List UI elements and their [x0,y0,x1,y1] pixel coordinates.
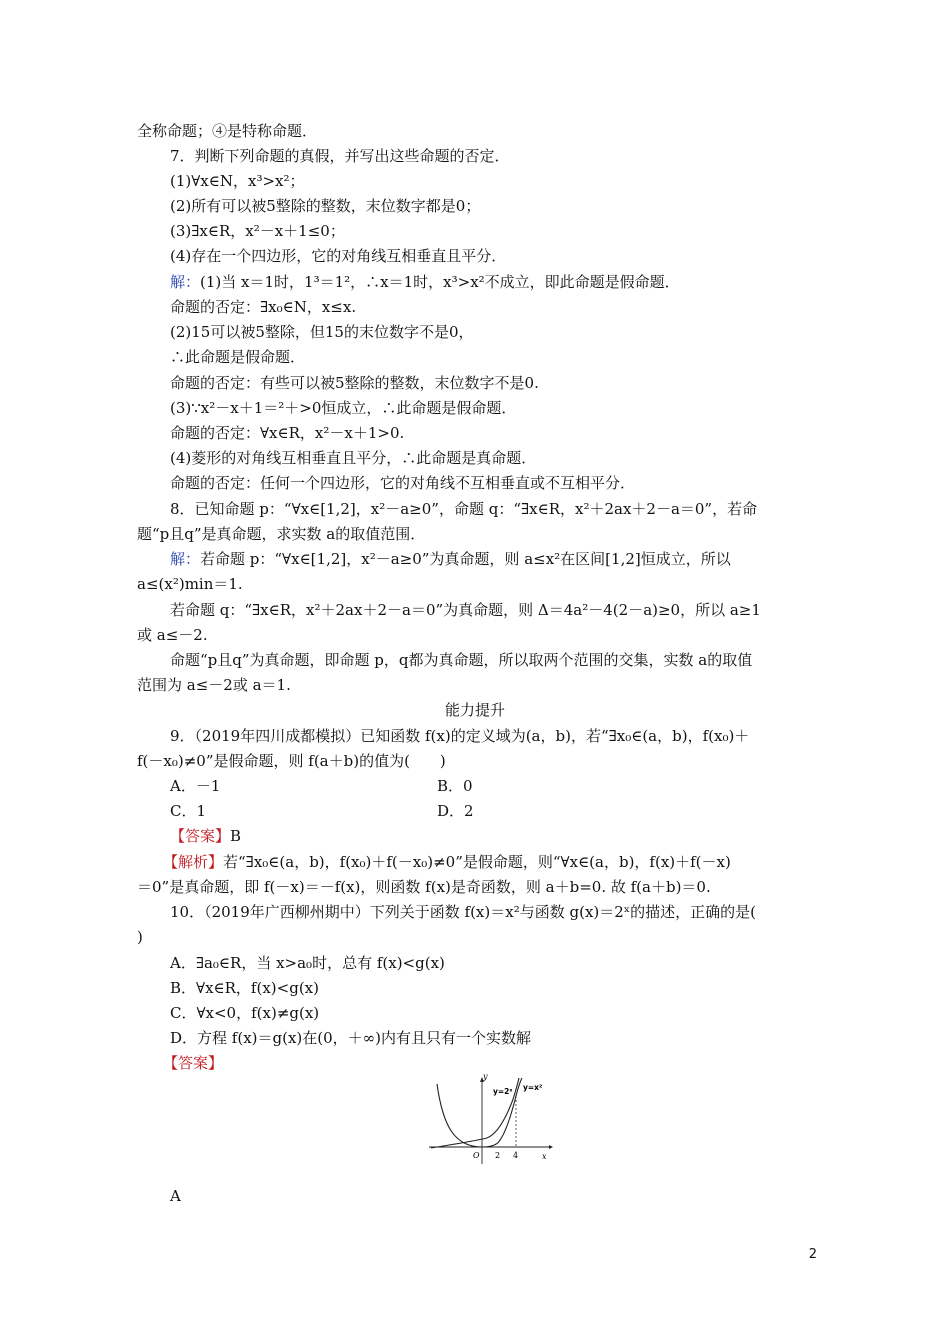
y-axis-label: y [483,1072,488,1081]
tick-label-2: 2 [495,1151,501,1160]
solution-label: 解： [170,550,201,568]
question-7-stem: 7．判断下列命题的真假，并写出这些命题的否定． [170,147,510,165]
text-line: (2)15可以被5整除，但15的末位数字不是0， [170,323,474,341]
text-line: 题“p且q”是真命题，求实数 a的取值范围． [137,525,426,543]
text-line: 或 a≤－2. [137,626,208,644]
text-line: 全称命题；④是特称命题． [137,122,318,140]
curve-label-exp: y=2ˣ [493,1087,513,1096]
solution-label: 解： [170,273,201,291]
text-line: 范围为 a≤－2或 a＝1. [137,676,291,694]
text-line: (2)所有可以被5整除的整数，末位数字都是0； [170,197,481,215]
tick-label-4: 4 [513,1151,519,1160]
text-line: 命题的否定：∃x₀∈N，x≤x. [170,298,357,316]
text-line: (1)∀x∈N，x³>x²； [170,172,305,190]
analysis-line [163,852,731,872]
option-a: A．－1 [170,777,221,795]
text-line: ＝0”是真命题，即 f(－x)＝－f(x)，则函数 f(x)是奇函数，则 a＋b=0. 故 f(a＋b)＝0. [137,878,711,896]
text-line: 若命题 p：“∀x∈[1,2]，x²－a≥0”为真命题，则 a≤x²在区间[1,2]恒成立，所以 [200,550,731,568]
option-a: A．∃a₀∈R，当 x>a₀时，总有 f(x)<g(x) [170,954,445,972]
answer-label [163,1053,223,1073]
curve-label-square: y=x² [523,1083,543,1092]
answer-label-text: 【答案】 [163,1054,224,1072]
text-line: (4)存在一个四边形，它的对角线互相垂直且平分． [170,247,507,265]
option-d: D．方程 f(x)＝g(x)在(0，＋∞)内有且只有一个实数解 [170,1029,532,1047]
option-b: B．0 [437,777,473,795]
final-answer: A [170,1187,181,1205]
origin-label: O [473,1151,480,1160]
x-axis-label: x [542,1152,547,1161]
text-line: 命题的否定：有些可以被5整除的整数，末位数字不是0. [170,374,539,392]
solution-line [170,272,680,292]
text-line: (1)当 x＝1时，1³＝1²，∴x＝1时，x³>x²不成立，即此命题是假命题． [200,273,680,291]
section-title: 能力提升 [444,701,505,719]
option-c: C．1 [170,802,207,820]
page-number: 2 [808,1247,817,1262]
answer-label: 【答案】 [170,827,231,845]
option-d: D．2 [437,802,474,820]
answer-line [170,826,241,846]
text-line: 命题的否定：任何一个四边形，它的对角线不互相垂直或不互相平分． [170,474,636,492]
question-8-stem: 8．已知命题 p：“∀x∈[1,2]，x²－a≥0”，命题 q：“∃x∈R，x²＋2ax＋2－a＝0”，若命 [170,500,758,518]
text-line: (4)菱形的对角线互相垂直且平分，∴此命题是真命题． [170,449,537,467]
x-axis-arrow [549,1145,553,1149]
text-line: f(－x₀)≠0”是假命题，则 f(a＋b)的值为( ) [137,752,446,770]
text-line: (3)∵x²－x＋1＝²＋>0恒成立，∴此命题是假命题． [170,399,517,417]
text-line: 命题“p且q”为真命题，即命题 p，q都为真命题，所以取两个范围的交集，实数 a的取值 [170,651,753,669]
question-9-stem: 9．（2019年四川成都模拟）已知函数 f(x)的定义域为(a，b)，若“∃x₀∈(a，b)，f(x₀)＋ [170,727,750,745]
text-line: ) [137,928,143,946]
text-line: ∴此命题是假命题． [170,348,306,366]
option-b: B．∀x∈R，f(x)<g(x) [170,979,319,997]
text-line: (3)∃x∈R，x²－x＋1≤0； [170,222,345,240]
question-10-stem: 10．（2019年广西柳州期中）下列关于函数 f(x)＝x²与函数 g(x)＝2ˣ的描述，正确的是( [170,903,757,921]
analysis-label: 【解析】 [163,853,224,871]
function-graph-figure [425,1072,555,1167]
text-line: 若命题 q：“∃x∈R，x²＋2ax＋2－a＝0”为真命题，则 Δ＝4a²－4(2－a)≥0，所以 a≥1 [170,601,761,619]
answer-value: B [230,827,242,845]
text-line: a≤(x²)min＝1. [137,575,243,593]
text-line: 命题的否定：∀x∈R，x²－x＋1>0. [170,424,405,442]
text-line: 若“∃x₀∈(a，b)，f(x₀)＋f(－x₀)≠0”是假命题，则“∀x∈(a，b)，f(x)＋f(－x) [223,853,731,871]
solution-line [170,549,731,569]
option-c: C．∀x<0，f(x)≠g(x) [170,1004,320,1022]
